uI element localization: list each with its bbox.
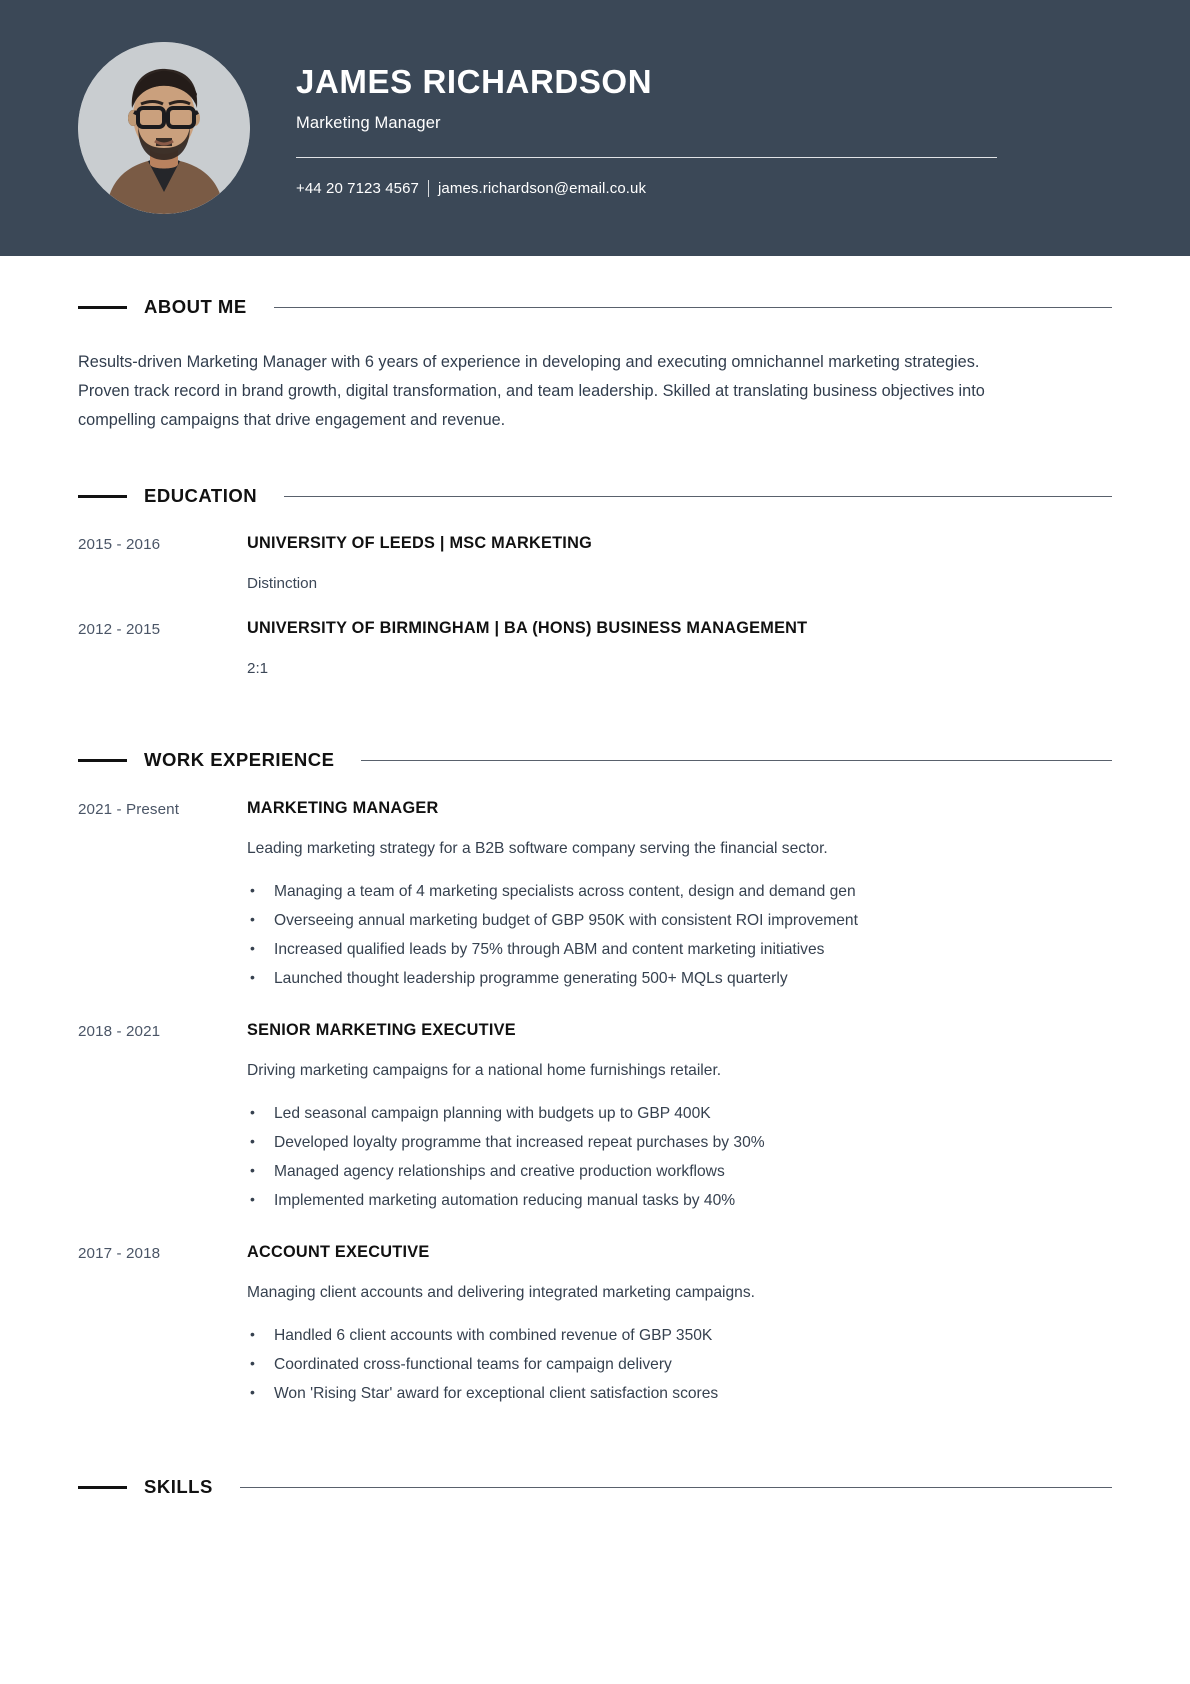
section-title-about: ABOUT ME — [144, 296, 247, 317]
work-bullet: • Launched thought leadership programme generating 500+ MQLs quarterly — [247, 964, 1112, 993]
work-job-title: ACCOUNT EXECUTIVE — [247, 1243, 430, 1261]
work-bullet: • Managed agency relationships and creative production workflows — [247, 1157, 1112, 1186]
section-title-education: EDUCATION — [144, 485, 258, 506]
work-description: Driving marketing campaigns for a national home furnishings retailer. — [247, 1062, 722, 1079]
dash-icon — [78, 495, 127, 498]
section-header-work-experience — [78, 749, 1112, 771]
avatar — [78, 42, 250, 214]
job-role-subtitle: Marketing Manager — [296, 113, 441, 132]
work-bullet: • Increased qualified leads by 75% through ABM and content marketing initiatives — [247, 935, 1112, 964]
section-header-about — [78, 296, 1112, 318]
education-entry — [78, 619, 1112, 677]
work-bullet: • Implemented marketing automation reducing manual tasks by 40% — [247, 1186, 1112, 1215]
dash-icon — [78, 306, 127, 309]
section-rule — [361, 760, 1112, 761]
work-bullet: • Won 'Rising Star' award for exceptional client satisfaction scores — [247, 1379, 1112, 1408]
work-entry — [78, 1021, 1112, 1215]
work-dates: 2017 - 2018 — [78, 1245, 161, 1262]
education-institution: UNIVERSITY OF LEEDS | MSC MARKETING — [247, 534, 592, 552]
header-divider — [296, 157, 997, 158]
education-institution: UNIVERSITY OF BIRMINGHAM | BA (HONS) BUSINESS MANAGEMENT — [247, 619, 808, 637]
work-dates: 2018 - 2021 — [78, 1023, 161, 1040]
section-title-skills: SKILLS — [144, 1476, 213, 1497]
education-dates: 2012 - 2015 — [78, 621, 161, 638]
section-rule — [240, 1487, 1112, 1488]
work-bullet: • Overseeing annual marketing budget of GBP 950K with consistent ROI improvement — [247, 906, 1112, 935]
work-job-title: MARKETING MANAGER — [247, 799, 439, 817]
work-bullet-list — [247, 1099, 1112, 1215]
resume-header — [0, 0, 1190, 256]
section-rule — [284, 496, 1112, 497]
work-description: Managing client accounts and delivering integrated marketing campaigns. — [247, 1284, 755, 1301]
section-title-work-experience: WORK EXPERIENCE — [144, 749, 335, 770]
about-paragraph: Results-driven Marketing Manager with 6 years of experience in developing and executing omnichannel marketing strategies. Proven track record in brand growth, digital transformation, and team leadership. Skilled at translating business objectives into compelling campaigns that drive engagement and revenue. — [78, 353, 985, 429]
work-entry — [78, 1243, 1112, 1408]
section-rule — [274, 307, 1112, 308]
work-description: Leading marketing strategy for a B2B software company serving the financial sector. — [247, 840, 828, 857]
work-bullet-list — [247, 877, 1112, 993]
header-text-block — [296, 59, 1060, 197]
work-job-title: SENIOR MARKETING EXECUTIVE — [247, 1021, 516, 1039]
resume-body — [0, 296, 1190, 1498]
work-bullet: • Led seasonal campaign planning with budgets up to GBP 400K — [247, 1099, 1112, 1128]
education-grade: 2:1 — [247, 660, 269, 677]
portrait-photo-icon — [78, 42, 250, 214]
contact-separator-icon — [428, 180, 429, 197]
section-header-skills — [78, 1476, 1112, 1498]
work-entry — [78, 799, 1112, 993]
work-bullet: • Managing a team of 4 marketing specialists across content, design and demand gen — [247, 877, 1112, 906]
work-bullet: • Developed loyalty programme that increased repeat purchases by 30% — [247, 1128, 1112, 1157]
section-header-education — [78, 485, 1112, 507]
work-dates: 2021 - Present — [78, 801, 180, 818]
education-grade: Distinction — [247, 575, 318, 592]
education-entry — [78, 534, 1112, 592]
dash-icon — [78, 1486, 127, 1489]
work-bullet: • Coordinated cross-functional teams for campaign delivery — [247, 1350, 1112, 1379]
phone-number[interactable]: +44 20 7123 4567 — [296, 179, 419, 197]
work-bullet-list — [247, 1321, 1112, 1408]
page-title: JAMES RICHARDSON — [296, 63, 653, 101]
dash-icon — [78, 759, 127, 762]
work-bullet: • Handled 6 client accounts with combined revenue of GBP 350K — [247, 1321, 1112, 1350]
email-address[interactable]: james.richardson@email.co.uk — [437, 179, 647, 197]
education-dates: 2015 - 2016 — [78, 536, 161, 553]
contact-line — [296, 180, 1060, 197]
